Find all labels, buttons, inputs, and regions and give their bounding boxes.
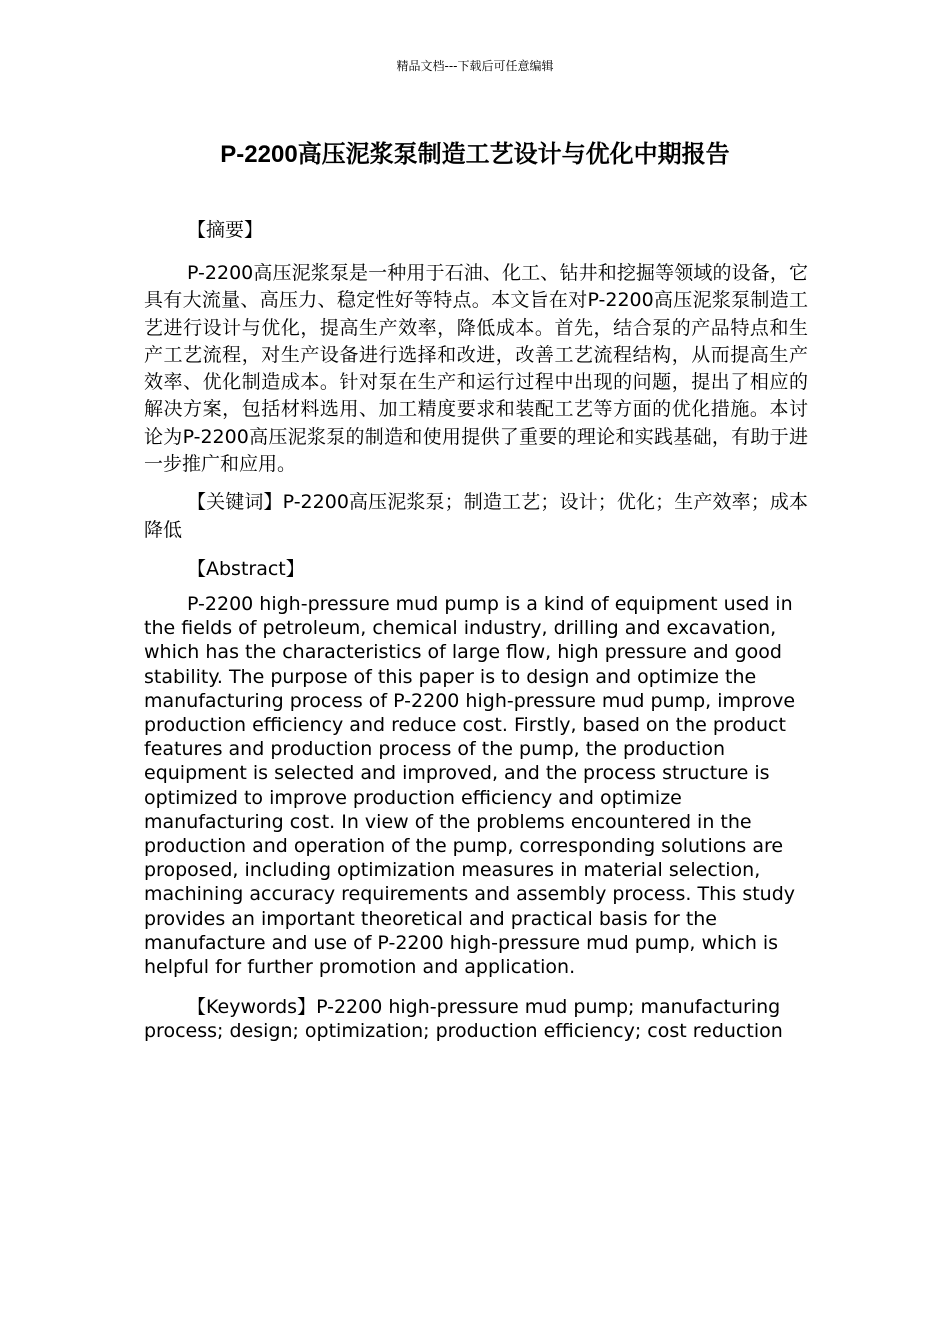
abstract-zh-body: P-2200高压泥浆泵是一种用于石油、化工、钻井和挖掘等领域的设备，它具有大流量、高压力、稳定性好等特点。本文旨在对P-2200高压泥浆泵制造工艺进行设计与优化，提高生产效率，降低成本。首先，结合泵的产品特点和生产工艺流程，对生产设备进行选择和改进，改善工艺流程结构，从而提高生产效率、优化制造成本。针对泵在生产和运行过程中出现的问题，提出了相应的解决方案，包括材料选用、加工精度要求和装配工艺等方面的优化措施。本讨论为P-2200高压泥浆泵的制造和使用提供了重要的理论和实践基础，有助于进一步推广和应用。 <box>144 262 808 476</box>
keywords-zh-label: 【关键词】 <box>187 491 283 514</box>
keywords-zh-text: P-2200高压泥浆泵；制造工艺；设计；优化；生产效率；成本降低 <box>144 491 808 541</box>
abstract-en-heading: 【Abstract】 <box>187 557 305 580</box>
keywords-zh <box>144 489 808 544</box>
keywords-en <box>144 995 808 1043</box>
page-header-note: 精品文档---下载后可任意编辑 <box>396 59 554 73</box>
document-body <box>144 216 808 1060</box>
keywords-en-label: 【Keywords】 <box>187 996 317 1019</box>
abstract-zh-heading: 【摘要】 <box>187 219 264 241</box>
document-title: P-2200高压泥浆泵制造工艺设计与优化中期报告 <box>220 141 730 168</box>
abstract-en-body: P-2200 high-pressure mud pump is a kind of equipment used in the fields of petroleum, chemical industry, drilling and excavation, which has the characteristics of large flow, high pressure and good stability. The purpose of this paper is to design and optimize the manufacturing process of P-2200 high-pressure mud pump, improve production efficiency and reduce cost. Firstly, based on the product features and production process of the pump, the production equipment is selected and improved, and the process structure is optimized to improve production efficiency and optimize manufacturing cost. In view of the problems encountered in the production and operation of the pump, corresponding solutions are proposed, including optimization measures in material selection, machining accuracy requirements and assembly process. This study provides an important theoretical and practical basis for the manufacture and use of P-2200 high-pressure mud pump, which is helpful for further promotion and application. <box>144 592 796 979</box>
keywords-en-text: P-2200 high-pressure mud pump; manufacturing process; design; optimization; production efficiency; cost reduction <box>144 996 783 1043</box>
